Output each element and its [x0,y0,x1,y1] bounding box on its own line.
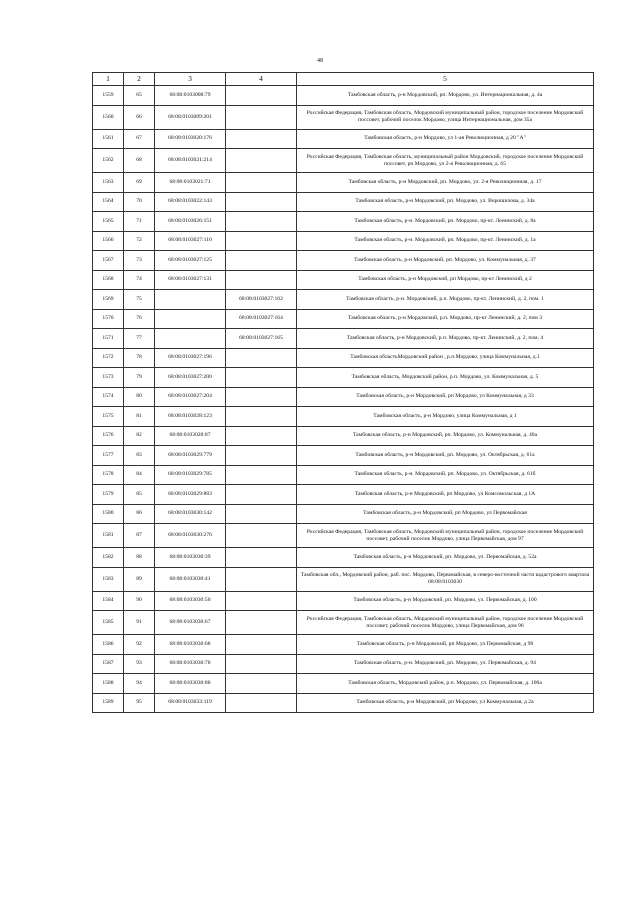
object-number-cell [226,504,297,524]
local-number-cell: 83 [124,446,155,466]
object-number-cell [226,192,297,212]
table-row [93,567,594,591]
object-number-cell [226,348,297,368]
cadastral-number-cell: 68:08:0103026:151 [155,212,226,232]
local-number-cell: 66 [124,105,155,129]
address-cell: Тамбовская область, р-н Мордово, ул 1-ая Революционная, д 20 "А" [297,129,594,149]
table-row [93,290,594,310]
table-row [93,654,594,674]
table-row [93,329,594,349]
object-number-cell [226,567,297,591]
object-number-cell [226,611,297,635]
table-row [93,251,594,271]
address-cell: Тамбовская область, Мордовский район, р.п. Мордово, ул. Коммунальная, д. 5 [297,368,594,388]
cadastral-number-cell: 68:08:0103008:79 [155,86,226,106]
row-number-cell: 1578 [93,465,124,485]
local-number-cell: 76 [124,309,155,329]
address-cell: Тамбовская область, Мордовский район, р.п. Мордово, ул. Первомайская, д. 100а [297,674,594,694]
object-number-cell [226,368,297,388]
row-number-cell: 1567 [93,251,124,271]
cadastral-number-cell: 68:08:0103027:204 [155,387,226,407]
object-number-cell [226,387,297,407]
cadastral-number-cell: 68:08:0103033:119 [155,693,226,713]
address-cell: Российская Федерация, Тамбовская область, Мордовский муниципальный район, городское поселение Мордовский поссовет, рабочий поселок Мордово, улица Интернациональная, дом 35а [297,105,594,129]
row-number-cell: 1586 [93,635,124,655]
table-header-row [93,73,594,86]
row-number-cell: 1563 [93,173,124,193]
local-number-cell: 87 [124,524,155,548]
object-number-cell [226,149,297,173]
cadastral-number-cell: 68:08:0103027:125 [155,251,226,271]
row-number-cell: 1559 [93,86,124,106]
column-header: 3 [155,73,226,86]
address-cell: Тамбовская область, р-н Мордовский, рп. Мордово, ул. Интернациональная, д. 4а [297,86,594,106]
cadastral-number-cell: 68:08:0103021:214 [155,149,226,173]
local-number-cell: 80 [124,387,155,407]
row-number-cell: 1570 [93,309,124,329]
local-number-cell: 85 [124,485,155,505]
cadastral-number-cell: 68:08:0103020:176 [155,129,226,149]
address-cell: Российская Федерация, Тамбовская область, муниципальный район Мордовский, городское поселение Мордовский поссовет, рп Мордово, ул 2-я Революционная, д. 65 [297,149,594,173]
table-row [93,149,594,173]
local-number-cell: 92 [124,635,155,655]
cadastral-number-cell: 68:08:0103030:78 [155,654,226,674]
table-row [93,485,594,505]
local-number-cell: 89 [124,567,155,591]
local-number-cell: 75 [124,290,155,310]
address-cell: Тамбовская область, р-н Мордовский, р.п. Мордово, пр-кт Ленинский, д. 2, пом 3 [297,309,594,329]
object-number-cell [226,446,297,466]
table-row [93,407,594,427]
cadastral-number-cell [155,290,226,310]
object-number-cell [226,173,297,193]
object-number-cell [226,426,297,446]
object-number-cell [226,105,297,129]
object-number-cell [226,635,297,655]
row-number-cell: 1583 [93,567,124,591]
local-number-cell: 94 [124,674,155,694]
local-number-cell: 81 [124,407,155,427]
cadastral-number-cell: 68:08:0103030:41 [155,567,226,591]
local-number-cell: 95 [124,693,155,713]
address-cell: Тамбовская область, р-н Мордово, улица Коммунальная, д 1 [297,407,594,427]
cadastral-number-cell: 68:08:0103028:87 [155,426,226,446]
column-header: 1 [93,73,124,86]
table-row [93,212,594,232]
row-number-cell: 1568 [93,270,124,290]
local-number-cell: 77 [124,329,155,349]
row-number-cell: 1564 [93,192,124,212]
local-number-cell: 93 [124,654,155,674]
cadastral-number-cell: 68:08:0103028:123 [155,407,226,427]
object-number-cell: 68:08:0103027:165 [226,329,297,349]
column-header: 2 [124,73,155,86]
table-row [93,674,594,694]
address-cell: Тамбовская область, р-н. Мордовский, рп. Мордово, пр-кт. Ленинский, д. 8а [297,212,594,232]
row-number-cell: 1580 [93,504,124,524]
row-number-cell: 1573 [93,368,124,388]
local-number-cell: 73 [124,251,155,271]
cadastral-number-cell: 68:08:0103030:88 [155,674,226,694]
local-number-cell: 70 [124,192,155,212]
local-number-cell: 74 [124,270,155,290]
address-cell: Тамбовская область, р-н Мордовский, рп. Мордово, ул. Октябрьская, д. 61а [297,446,594,466]
row-number-cell: 1572 [93,348,124,368]
column-header: 5 [297,73,594,86]
row-number-cell: 1561 [93,129,124,149]
local-number-cell: 68 [124,149,155,173]
row-number-cell: 1571 [93,329,124,349]
local-number-cell: 78 [124,348,155,368]
address-cell: Тамбовская область, р-н Мордовский, рп Мордово, ул Комсомольская, д 1А [297,485,594,505]
cadastral-number-cell: 68:08:0103027:110 [155,231,226,251]
address-cell: Российская Федерация, Тамбовская область, Мордовский муниципальный район, городское поселение Мордовский поссовет, рабочий поселок Мордово, улица Первомайская, дом 97 [297,524,594,548]
object-number-cell [226,693,297,713]
row-number-cell: 1581 [93,524,124,548]
local-number-cell: 67 [124,129,155,149]
page-number: 48 [317,58,323,64]
object-number-cell [226,654,297,674]
local-number-cell: 69 [124,173,155,193]
row-number-cell: 1565 [93,212,124,232]
address-cell: Тамбовская область, р-н. Мордовский, рп. Мордово, пр-кт. Ленинский, д. 1а [297,231,594,251]
table-row [93,426,594,446]
address-cell: Тамбовская область, р-н Мордовский, рп. Мордово, ул. Ворошилова, д. 34а [297,192,594,212]
address-cell: Тамбовская область, р-н Мордовский, рп. Мордово, ул. 2-я Революционная, д. 17 [297,173,594,193]
object-number-cell [226,465,297,485]
row-number-cell: 1569 [93,290,124,310]
cadastral-number-cell [155,309,226,329]
table-row [93,548,594,568]
table-row [93,387,594,407]
cadastral-number-cell: 68:08:0103030:50 [155,591,226,611]
registry-table [92,72,594,713]
row-number-cell: 1575 [93,407,124,427]
table-row [93,465,594,485]
row-number-cell: 1576 [93,426,124,446]
row-number-cell: 1562 [93,149,124,173]
row-number-cell: 1566 [93,231,124,251]
cadastral-number-cell: 68:08:0103030:67 [155,611,226,635]
object-number-cell [226,407,297,427]
object-number-cell [226,212,297,232]
cadastral-number-cell: 68:08:0103027:200 [155,368,226,388]
cadastral-number-cell: 68:08:0103030:68 [155,635,226,655]
address-cell: Тамбовская область, р-н Мордовский, рп Мордово, ул Первомайская, д 98 [297,635,594,655]
table-row [93,635,594,655]
object-number-cell [226,674,297,694]
address-cell: Тамбовская область, р-н Мордовский, рп Мордово, ул Первомайская [297,504,594,524]
table-row [93,231,594,251]
address-cell: Тамбовская область, р-н Мордовский, рп. Мордово, ул. Первомайская, д. 52а [297,548,594,568]
local-number-cell: 90 [124,591,155,611]
cadastral-number-cell: 68:08:0103029:785 [155,465,226,485]
object-number-cell [226,129,297,149]
cadastral-number-cell: 68:08:0103022:143 [155,192,226,212]
table-row [93,611,594,635]
address-cell: Тамбовская область, р-н Мордовский, рп Мордово, ул Коммунальная, д 33 [297,387,594,407]
table-row [93,693,594,713]
table-row [93,309,594,329]
table-row [93,524,594,548]
address-cell: Российская Федерация, Тамбовская область, Мордовский муниципальный район, городское поселение Мордовский поссовет, рабочий поселок Мордово, улица Первомайская, дом 96 [297,611,594,635]
object-number-cell [226,485,297,505]
address-cell: Тамбовская область, р-н. Мордовский, рп. Мордово, ул. Первомайская, д. 94 [297,654,594,674]
table-row [93,105,594,129]
object-number-cell [226,86,297,106]
object-number-cell: 68:08:0103027:162 [226,290,297,310]
object-number-cell [226,548,297,568]
table-row [93,86,594,106]
cadastral-number-cell: 68:08:0103021:71 [155,173,226,193]
row-number-cell: 1574 [93,387,124,407]
table-row [93,504,594,524]
address-cell: Тамбовская область, р-н Мордовский, рп. Мордово, ул. Первомайская, д. 100 [297,591,594,611]
address-cell: Тамбовская обл., Мордовский район, раб. пос. Мордово, Первомайская, в северо-восточной части кадастрового квартала 68:08:0103030 [297,567,594,591]
column-header: 4 [226,73,297,86]
local-number-cell: 71 [124,212,155,232]
address-cell: Тамбовская область, р-н. Мордовский, р.п. Мордово, пр-кт. Ленинский, д. 2, пом. 1 [297,290,594,310]
cadastral-number-cell: 68:08:0103009:201 [155,105,226,129]
address-cell: Тамбовская область, р-н Мордовский, рп Мордово, ул Коммунальная, д 2а [297,693,594,713]
table-row [93,129,594,149]
object-number-cell [226,270,297,290]
local-number-cell: 65 [124,86,155,106]
row-number-cell: 1588 [93,674,124,694]
row-number-cell: 1585 [93,611,124,635]
local-number-cell: 86 [124,504,155,524]
object-number-cell [226,591,297,611]
table-row [93,270,594,290]
row-number-cell: 1579 [93,485,124,505]
object-number-cell [226,231,297,251]
object-number-cell: 68:08:0103027:164 [226,309,297,329]
object-number-cell [226,251,297,271]
address-cell: Тамбовская область, р-н Мордовский, рп. Мордово, ул. Коммунальная, д. 40а [297,426,594,446]
address-cell: Тамбовская область, р-н Мордовский, рп. Мордово, ул. Коммунальная, д. 37 [297,251,594,271]
local-number-cell: 79 [124,368,155,388]
address-cell: Тамбовская область, р-н. Мордовский, рп. Мордово, ул. Октябрьская, д. 61б [297,465,594,485]
row-number-cell: 1577 [93,446,124,466]
cadastral-number-cell: 68:08:0103027:131 [155,270,226,290]
cadastral-number-cell: 68:08:0103030:276 [155,524,226,548]
cadastral-number-cell [155,329,226,349]
table-row [93,446,594,466]
address-cell: Тамбовская область, р-н Мордовский, р.п. Мордово, пр-кт. Ленинский, д. 2, пом. 4 [297,329,594,349]
cadastral-number-cell: 68:08:0103030:142 [155,504,226,524]
table-row [93,173,594,193]
cadastral-number-cell: 68:08:0103030:39 [155,548,226,568]
local-number-cell: 91 [124,611,155,635]
table-row [93,192,594,212]
address-cell: Тамбовская областьМордовский район , р.п.Мордово, улица Коммунальная, д.1 [297,348,594,368]
local-number-cell: 72 [124,231,155,251]
table-row [93,368,594,388]
cadastral-number-cell: 68:08:0103027:196 [155,348,226,368]
address-cell: Тамбовская область, р-н Мордовский, рп Мордово, пр-кт Ленинский, д 2 [297,270,594,290]
object-number-cell [226,524,297,548]
cadastral-number-cell: 68:08:0103029:779 [155,446,226,466]
row-number-cell: 1560 [93,105,124,129]
table-row [93,591,594,611]
row-number-cell: 1582 [93,548,124,568]
row-number-cell: 1584 [93,591,124,611]
table-row [93,348,594,368]
local-number-cell: 82 [124,426,155,446]
cadastral-number-cell: 68:08:0103029:883 [155,485,226,505]
local-number-cell: 84 [124,465,155,485]
row-number-cell: 1587 [93,654,124,674]
local-number-cell: 88 [124,548,155,568]
table-body [93,86,594,713]
row-number-cell: 1589 [93,693,124,713]
